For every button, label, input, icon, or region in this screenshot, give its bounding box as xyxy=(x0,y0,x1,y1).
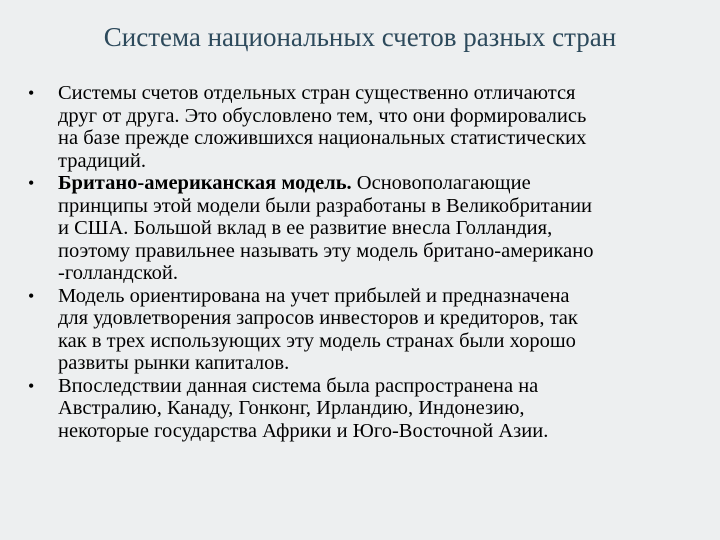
model-name-bold: Британо-американская модель. xyxy=(58,172,352,194)
bullet-line: для удовлетворения запросов инвесторов и кредиторов, так xyxy=(58,307,578,329)
bullet-marker: • xyxy=(28,173,35,193)
bullet-line: как в трех использующих эту модель странах были хорошо xyxy=(58,329,576,352)
bullet-item xyxy=(24,82,696,172)
slide-title: Система национальных счетов разных стран xyxy=(103,22,617,52)
bullet-lead-rest: Основополагающие xyxy=(351,172,531,194)
bullet-line: некоторые государства Африки и Юго-Восточной Азии. xyxy=(58,419,549,442)
bullet-line: поэтому правильнее называть эту модель британо-американо xyxy=(58,239,594,262)
bullet-line: -голландской. xyxy=(58,262,179,284)
bullet-marker: • xyxy=(28,285,35,306)
bullet-line: принципы этой модели были разработаны в Великобритании xyxy=(58,194,593,217)
bullet-marker: • xyxy=(28,83,35,103)
bullet-item xyxy=(24,285,696,375)
bullet-item xyxy=(24,172,696,285)
bullet-line: Впоследствии данная система была распространена на xyxy=(58,374,539,397)
bullet-line: Системы счетов отдельных стран существенно отличаются xyxy=(58,82,576,104)
bullet-line: и США. Большой вклад в ее развитие внесла Голландия, xyxy=(58,217,553,239)
bullet-line: на базе прежде сложившихся национальных статистических xyxy=(58,127,587,149)
bullet-line: друг от друга. Это обусловлено тем, что они формировались xyxy=(58,104,587,127)
bullet-line xyxy=(58,172,696,195)
bullet-line: традиций. xyxy=(58,149,146,172)
bullet-list xyxy=(24,82,696,442)
bullet-marker: • xyxy=(28,375,35,396)
bullet-line: Модель ориентирована на учет прибылей и предназначена xyxy=(58,284,570,307)
bullet-line: Австралию, Канаду, Гонконг, Ирландию, Индонезию, xyxy=(58,397,525,419)
bullet-line: развиты рынки капиталов. xyxy=(58,352,290,374)
bullet-item xyxy=(24,375,696,443)
